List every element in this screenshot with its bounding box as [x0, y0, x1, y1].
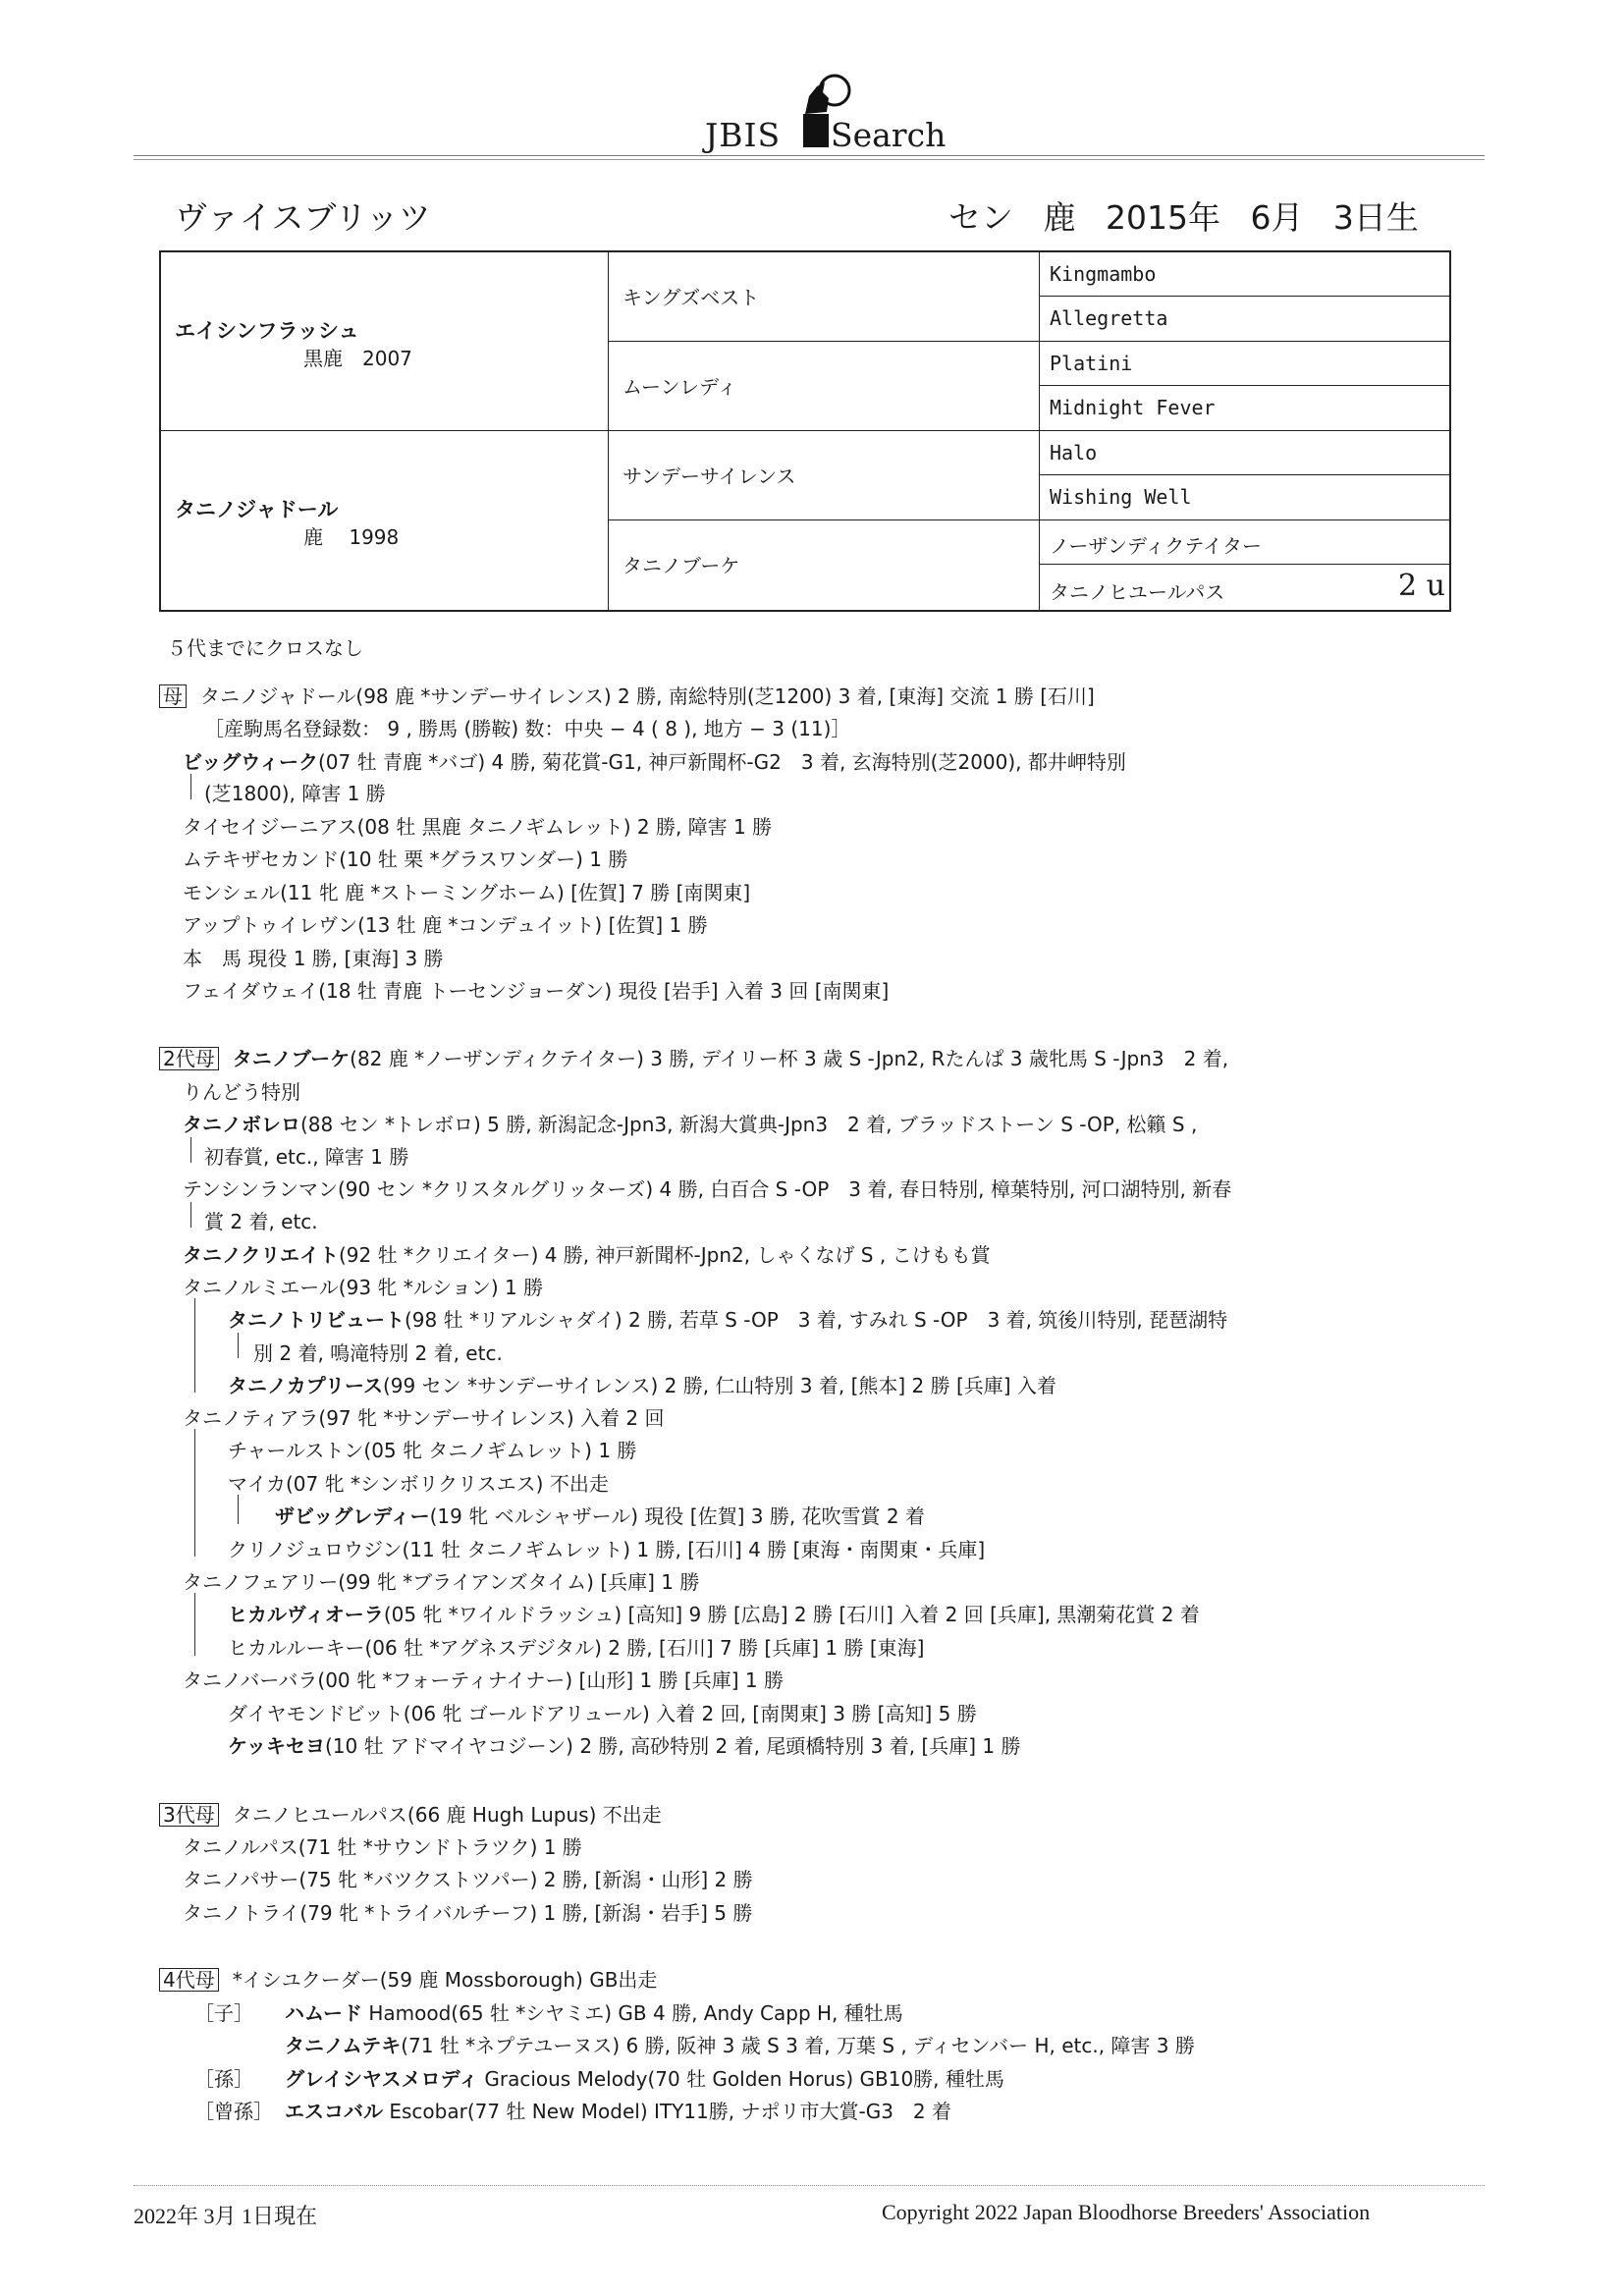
family-line: タニノバーバラ(00 牝 *フォーティナイナー) [山形] 1 勝 [兵庫] 1 勝 [183, 1668, 784, 1692]
family-line: マイカ(07 牝 *シンボリクリスエス) 不出走 [228, 1472, 609, 1496]
family-line: 本 馬 現役 1 勝, [東海] 3 勝 [183, 947, 444, 970]
ggp-name: Midnight Fever [1050, 396, 1216, 419]
family-line: ダイヤモンドビット(06 牝 ゴールドアリュール) 入着 2 回, [南関東] 3 勝 [高知] 5 勝 [228, 1702, 977, 1725]
ggp-cell [1040, 252, 1449, 297]
gp-name: キングズベスト [623, 286, 760, 309]
line-text: (19 牝 ベルシャザール) 現役 [佐賀] 3 勝, 花吹雪賞 2 着 [429, 1504, 925, 1528]
ggp-name: Wishing Well [1050, 485, 1192, 509]
line-text: (99 セン *サンデーサイレンス) 2 勝, 仁山特別 3 着, [熊本] 2 勝 [兵庫] 入着 [383, 1374, 1056, 1397]
family-line [228, 1304, 1227, 1333]
horse-name-bold: グレイシヤスメロディ [285, 2067, 478, 2091]
ggp-cell [1040, 386, 1449, 431]
family-line [228, 1370, 1056, 1398]
horse-name-bold: タニノカプリース [228, 1374, 383, 1397]
dam-cell [161, 431, 609, 610]
family-line [228, 1730, 1020, 1759]
family-line: クリノジュロウジン(11 牡 タニノギムレット) 1 勝, [石川] 4 勝 [東海・南関東・兵庫] [228, 1538, 986, 1561]
line-text: Hamood(65 牡 *シヤミエ) GB 4 勝, Andy Capp H, 種牡馬 [368, 2001, 903, 2025]
family-line [159, 1964, 657, 1993]
line-text: タニノヒユールパス(66 鹿 Hugh Lupus) 不出走 [232, 1803, 662, 1827]
family-line: ［産駒馬名登録数： 9 , 勝馬 (勝鞍) 数：中央 − 4 ( 8 ), 地方 − 3 (11)］ [204, 717, 851, 740]
gp-name: タニノブーケ [623, 554, 740, 577]
gp-cell [609, 520, 1040, 610]
family-line [228, 1599, 1200, 1627]
line-text: (10 牡 アドマイヤコジーン) 2 勝, 高砂特別 2 着, 尾頭橋特別 3 着, [兵庫] 1 勝 [325, 1734, 1021, 1758]
family-line: タニノティアラ(97 牝 *サンデーサイレンス) 入着 2 回 [183, 1406, 665, 1430]
as-of-date: 2022年 3月 1日現在 [134, 2204, 318, 2228]
ggp-name: Allegretta [1050, 306, 1168, 330]
family-line: 初春賞, etc., 障害 1 勝 [204, 1145, 409, 1169]
family-line: フェイダウェイ(18 牡 青鹿 トーセンジョーダン) 現役 [岩手] 入着 3 回 [南関東] [183, 979, 890, 1003]
sire-name: エイシンフラッシュ [175, 319, 359, 343]
family-line [183, 1109, 1197, 1137]
family-line: 別 2 着, 鳴滝特別 2 着, etc. [253, 1341, 503, 1365]
sire-cell [161, 252, 609, 431]
horse-name-bold: タニノボレロ [183, 1113, 300, 1136]
horse-name-bold: タニノブーケ [232, 1047, 351, 1070]
lineage-bar [194, 1298, 195, 1393]
gp-cell [609, 252, 1040, 342]
lineage-bar [190, 774, 191, 799]
jbis-search-logo [705, 69, 947, 157]
ggp-cell [1040, 565, 1449, 610]
horse-name-bold: ヒカルヴィオーラ [228, 1603, 384, 1626]
header-rule [134, 155, 1485, 160]
logo-text-jbis: JBIS [705, 116, 782, 154]
line-text: (05 牝 *ワイルドラッシュ) [高知] 9 勝 [広島] 2 勝 [石川] 入着 2 回 [兵庫], 黒潮菊花賞 2 着 [383, 1603, 1200, 1626]
gp-cell [609, 431, 1040, 520]
lineage-bar [194, 1429, 195, 1557]
ggp-name: タニノヒユールパス [1050, 580, 1225, 604]
ggp-cell [1040, 297, 1449, 342]
horse-name-bold: ケッキセヨ [228, 1734, 325, 1758]
ggp-name: Halo [1050, 441, 1098, 465]
gp-cell [609, 342, 1040, 431]
generation-tag: ［子］ [194, 2001, 253, 2025]
ggp-cell [1040, 520, 1449, 565]
lineage-bar [190, 1137, 191, 1163]
ggp-name: ノーザンディクテイター [1050, 534, 1262, 558]
family-line [183, 746, 1126, 775]
horse-name-bold: ビッグウィーク [183, 750, 318, 774]
section-label-dam3: 3代母 [159, 1803, 219, 1827]
horse-name-bold: ザビッグレディー [275, 1504, 430, 1528]
line-text: (88 セン *トレボロ) 5 勝, 新潟記念-Jpn3, 新潟大賞典-Jpn3 2 着, ブラッドストーン S -OP, 松籟 S , [300, 1113, 1198, 1136]
family-line: タニノルパス(71 牡 *サウンドトラツク) 1 勝 [183, 1835, 582, 1859]
logo-text-search: Search [831, 116, 947, 154]
generation-tag: ［曾孫］ [194, 2100, 273, 2123]
line-text: (82 鹿 *ノーザンディクテイター) 3 勝, デイリー杯 3 歳 S -Jpn2, Rたんぱ 3 歳牝馬 S -Jpn3 2 着, [350, 1047, 1229, 1070]
family-line [159, 681, 1095, 709]
ggp-name: Kingmambo [1050, 262, 1157, 286]
gp-name: サンデーサイレンス [623, 465, 796, 488]
lineage-bar [190, 1202, 191, 1228]
sire-meta: 黒鹿 2007 [303, 347, 412, 370]
family-line: ムテキザセカンド(10 牡 栗 *グラスワンダー) 1 勝 [183, 847, 628, 871]
horse-name-bold: ハムード [285, 2001, 362, 2025]
family-line [275, 1501, 925, 1529]
line-text: (98 牡 *リアルシャダイ) 2 勝, 若草 S -OP 3 着, すみれ S -OP 3 着, 筑後川特別, 琵琶湖特 [405, 1308, 1228, 1332]
pedigree-table [159, 250, 1451, 612]
family-line [159, 1043, 1228, 1071]
family-line: タニノトライ(79 牝 *トライバルチーフ) 1 勝, [新潟・岩手] 5 勝 [183, 1901, 753, 1925]
family-line: チャールストン(05 牝 タニノギムレット) 1 勝 [228, 1439, 637, 1462]
family-line: (芝1800), 障害 1 勝 [204, 782, 386, 805]
generation-tag: ［孫］ [194, 2067, 253, 2091]
gp-name: ムーンレディ [623, 375, 737, 399]
line-text: *イシユクーダー(59 鹿 Mossborough) GB出走 [232, 1968, 658, 1992]
family-line [194, 1997, 903, 2026]
family-line: タニノパサー(75 牝 *バツクストツパー) 2 勝, [新潟・山形] 2 勝 [183, 1868, 753, 1891]
ggp-cell [1040, 431, 1449, 475]
line-text: (92 牡 *クリエイター) 4 勝, 神戸新聞杯-Jpn2, しゃくなげ S , こけもも賞 [339, 1243, 991, 1267]
inbreeding-note: ５代までにクロスなし [167, 636, 363, 660]
copyright-notice: Copyright 2022 Japan Bloodhorse Breeders' Association [882, 2200, 1371, 2224]
ggp-cell [1040, 342, 1449, 386]
line-text: Escobar(77 牡 New Model) ITY11勝, ナポリ市大賞-G3 2 着 [389, 2100, 951, 2123]
lineage-bar [238, 1495, 239, 1524]
family-line [285, 2030, 1195, 2058]
section-label-dam: 母 [159, 684, 187, 708]
pedigree-code: 2 u [1398, 569, 1445, 603]
horse-name-bold: エスコバル [285, 2100, 383, 2123]
line-text: (71 牡 *ネプテユーヌス) 6 勝, 阪神 3 歳 S 3 着, 万葉 S , ディセンバー H, etc., 障害 3 勝 [401, 2034, 1195, 2057]
section-label-dam4: 4代母 [159, 1968, 219, 1992]
family-line [194, 2063, 1004, 2092]
family-line: ヒカルルーキー(06 牡 *アグネスデジタル) 2 勝, [石川] 7 勝 [兵庫] 1 勝 [東海] [228, 1636, 925, 1660]
family-line: りんどう特別 [183, 1080, 300, 1104]
line-text: (07 牡 青鹿 *バゴ) 4 勝, 菊花賞-G1, 神戸新聞杯-G2 3 着, 玄海特別(芝2000), 都井岬特別 [318, 750, 1126, 774]
family-line: タニノフェアリー(99 牝 *ブライアンズタイム) [兵庫] 1 勝 [183, 1570, 700, 1594]
ggp-cell [1040, 475, 1449, 520]
footer-rule [134, 2185, 1485, 2186]
section-label-dam2: 2代母 [159, 1047, 219, 1070]
dam-meta: 鹿 1998 [303, 525, 400, 549]
family-line: テンシンランマン(90 セン *クリスタルグリッターズ) 4 勝, 白百合 S -OP 3 着, 春日特別, 樟葉特別, 河口湖特別, 新春 [183, 1177, 1232, 1201]
family-line [159, 1799, 662, 1828]
line-text: タニノジャドール(98 鹿 *サンデーサイレンス) 2 勝, 南総特別(芝1200) 3 着, [東海] 交流 1 勝 [石川] [200, 684, 1095, 708]
lineage-bar [238, 1333, 239, 1358]
horse-sex-color-birthdate: セン 鹿 2015年 6月 3日生 [948, 198, 1419, 237]
family-line: タニノルミエール(93 牝 *ルション) 1 勝 [183, 1276, 544, 1299]
family-line: モンシェル(11 牝 鹿 *ストーミングホーム) [佐賀] 7 勝 [南関東] [183, 881, 751, 904]
horse-name-bold: タニノムテキ [285, 2034, 402, 2057]
family-line [183, 1239, 991, 1268]
horse-name-bold: タニノクリエイト [183, 1243, 339, 1267]
ggp-name: Platini [1050, 352, 1133, 375]
lineage-bar [194, 1593, 195, 1656]
family-line: 賞 2 着, etc. [204, 1210, 318, 1233]
dam-name: タニノジャドール [175, 498, 339, 521]
family-line: アップトゥイレヴン(13 牡 鹿 *コンデュイット) [佐賀] 1 勝 [183, 913, 708, 937]
family-line [194, 2096, 951, 2124]
horse-name-bold: タニノトリビュート [228, 1308, 405, 1332]
line-text: Gracious Melody(70 牡 Golden Horus) GB10勝, 種牡馬 [484, 2067, 1004, 2091]
horse-name: ヴァイスブリッツ [175, 198, 431, 237]
family-line: タイセイジーニアス(08 牡 黒鹿 タニノギムレット) 2 勝, 障害 1 勝 [183, 815, 773, 839]
